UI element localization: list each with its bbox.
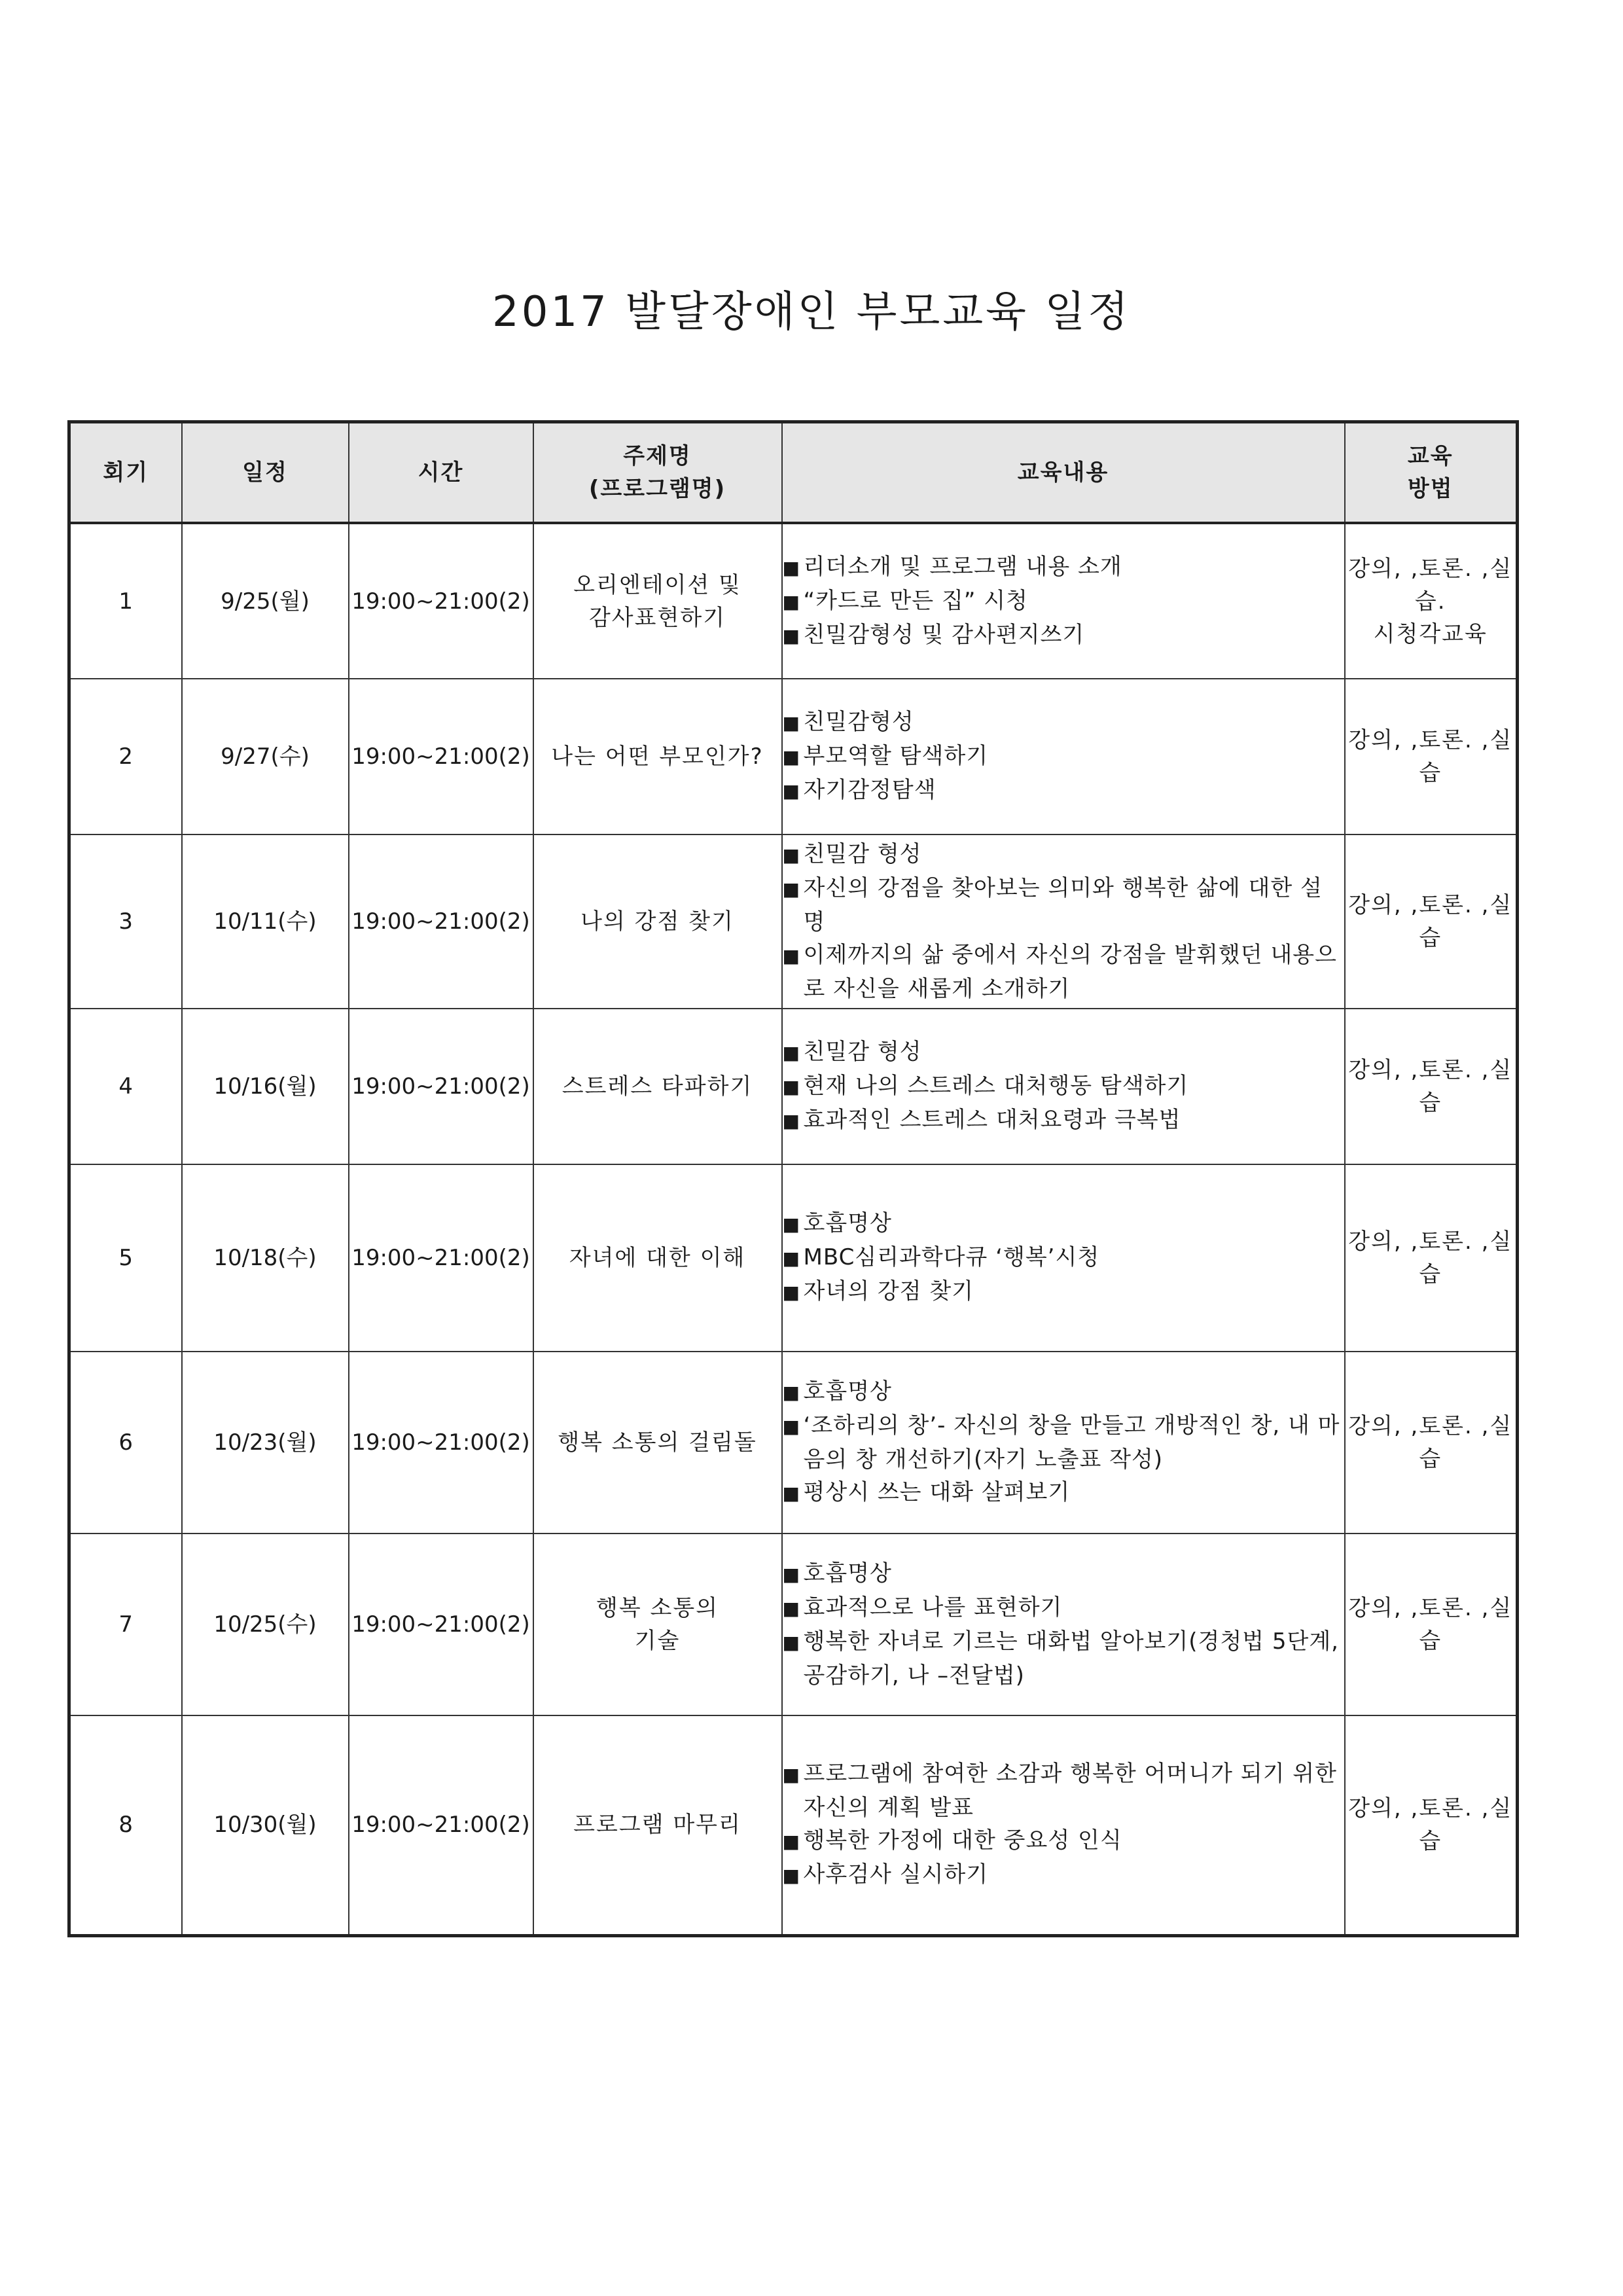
time-cell: 19:00~21:00(2) [349,834,533,1009]
bullet-square-icon: ■ [782,1282,800,1303]
content-item-text: 효과적인 스트레스 대처요령과 극복법 [803,1107,1181,1133]
time-cell: 19:00~21:00(2) [349,679,533,834]
content-item-text: 사후검사 실시하기 [803,1861,989,1888]
content-item-text: 효과적으로 나를 표현하기 [803,1594,1063,1621]
content-item [783,1103,1344,1138]
content-cell [782,834,1345,1009]
content-item-text: 자기감정탐색 [803,777,936,803]
content-item-text: 리더소개 및 프로그램 내용 소개 [803,553,1122,580]
content-item [783,1557,1344,1591]
content-item [783,584,1344,619]
header-topic-line: 주제명 [623,443,692,469]
table-row [69,1009,1518,1164]
session-cell: 1 [69,523,182,679]
content-item [783,872,1344,939]
schedule-table [67,420,1519,1937]
table-row [69,1352,1518,1534]
bullet-square-icon: ■ [782,1831,800,1853]
content-item [783,1375,1344,1409]
topic-cell [533,1715,782,1935]
content-cell [782,1352,1345,1534]
header-topic [533,422,782,524]
header-row [69,422,1518,524]
content-item [783,1757,1344,1824]
content-item-text: 호흡명상 [803,1560,892,1587]
method-cell [1345,1534,1518,1715]
bullet-square-icon: ■ [782,746,800,768]
content-item [783,1035,1344,1069]
method-cell [1345,523,1518,679]
content-item-text: 친밀감 형성 [803,1039,922,1065]
method-line: 시청각교육 [1373,620,1488,647]
session-cell: 4 [69,1009,182,1164]
topic-line: 나는 어떤 부모인가? [551,744,764,770]
content-item [783,619,1344,653]
table-row [69,1164,1518,1352]
date-cell: 9/25(월) [182,523,349,679]
content-item-text: 자녀의 강점 찾기 [803,1278,974,1304]
table-row [69,679,1518,834]
method-cell [1345,679,1518,834]
header-session: 회기 [69,422,182,524]
content-item-text: 친밀감 형성 [803,841,922,867]
topic-line: 스트레스 타파하기 [562,1073,753,1100]
bullet-square-icon: ■ [782,1076,800,1098]
topic-line: 나의 강점 찾기 [580,908,734,935]
method-line: 강의, ,토론. ,실습 [1348,1413,1513,1472]
table-row [69,1534,1518,1715]
content-item [783,1476,1344,1510]
page-title: 2017 발달장애인 부모교육 일정 [492,288,1131,336]
bullet-square-icon: ■ [782,1042,800,1064]
content-item [783,939,1344,1005]
session-cell: 8 [69,1715,182,1935]
bullet-square-icon: ■ [782,1482,800,1504]
bullet-square-icon: ■ [782,1416,800,1437]
bullet-square-icon: ■ [782,590,800,613]
method-line: 강의, ,토론. ,실습 [1348,727,1513,786]
topic-line: 행복 소통의 걸림돌 [558,1429,757,1456]
content-item-text: 이제까지의 삶 중에서 자신의 강점을 발휘했던 내용으로 자신을 새롭게 소개하기 [803,942,1337,1002]
method-cell [1345,1715,1518,1935]
schedule-body [69,523,1518,1935]
content-item [783,550,1344,584]
content-item-text: 친밀감형성 및 감사편지쓰기 [803,621,1085,648]
method-line: 강의, ,토론. ,실습 [1348,892,1513,951]
topic-cell [533,679,782,834]
bullet-square-icon: ■ [782,1247,800,1269]
header-method-line: 방법 [1407,476,1454,502]
topic-cell [533,1352,782,1534]
session-cell: 3 [69,834,182,1009]
date-cell: 10/30(월) [182,1715,349,1935]
method-cell [1345,1009,1518,1164]
session-cell: 5 [69,1164,182,1352]
content-item [783,774,1344,808]
method-cell [1345,834,1518,1009]
table-row [69,834,1518,1009]
content-item [783,838,1344,872]
content-item [783,1069,1344,1103]
table-row [69,1715,1518,1935]
bullet-square-icon: ■ [782,1110,800,1132]
time-cell: 19:00~21:00(2) [349,1534,533,1715]
bullet-square-icon: ■ [782,1598,800,1619]
content-item [783,1591,1344,1625]
method-line: 강의, ,토론. ,실습. [1348,555,1513,615]
content-item-text: MBC심리과학다큐 ‘행복’시청 [803,1244,1100,1270]
header-method-line: 교육 [1407,443,1454,469]
bullet-square-icon: ■ [782,1564,800,1585]
time-cell: 19:00~21:00(2) [349,1352,533,1534]
topic-cell [533,1164,782,1352]
bullet-square-icon: ■ [782,556,800,579]
time-cell: 19:00~21:00(2) [349,1715,533,1935]
topic-line: 자녀에 대한 이해 [569,1245,746,1271]
content-item-text: 프로그램에 참여한 소감과 행복한 어머니가 되기 위한 자신의 계획 발표 [803,1761,1337,1821]
topic-line: 감사표현하기 [588,604,726,631]
bullet-square-icon: ■ [782,1632,800,1653]
content-item-text: 호흡명상 [803,1378,892,1405]
content-item [783,1241,1344,1275]
bullet-square-icon: ■ [782,1764,800,1786]
bullet-square-icon: ■ [782,624,800,647]
content-item [783,1625,1344,1692]
topic-line: 행복 소통의 [596,1595,719,1621]
header-method [1345,422,1518,524]
header-time: 시간 [349,422,533,524]
header-content: 교육내용 [782,422,1345,524]
date-cell: 10/23(월) [182,1352,349,1534]
content-item-text: 호흡명상 [803,1210,892,1236]
method-cell [1345,1164,1518,1352]
content-cell [782,523,1345,679]
content-item-text: 친밀감형성 [803,709,914,735]
content-item [783,1824,1344,1858]
bullet-square-icon: ■ [782,1213,800,1235]
content-item-text: 평상시 쓰는 대화 살펴보기 [803,1479,1071,1505]
bullet-square-icon: ■ [782,844,800,866]
session-cell: 6 [69,1352,182,1534]
date-cell: 10/11(수) [182,834,349,1009]
content-item [783,1207,1344,1241]
content-cell [782,1715,1345,1935]
content-cell [782,679,1345,834]
date-cell: 10/16(월) [182,1009,349,1164]
bullet-square-icon: ■ [782,1865,800,1887]
bullet-square-icon: ■ [782,780,800,802]
topic-cell [533,834,782,1009]
date-cell: 10/18(수) [182,1164,349,1352]
content-item-text: ‘조하리의 창’- 자신의 창을 만들고 개방적인 창, 내 마음의 창 개선하기(자기 노출표 작성) [803,1412,1340,1473]
topic-cell [533,523,782,679]
content-item [783,1275,1344,1309]
session-cell: 7 [69,1534,182,1715]
bullet-square-icon: ■ [782,945,800,967]
header-date: 일정 [182,422,349,524]
time-cell: 19:00~21:00(2) [349,1164,533,1352]
session-cell: 2 [69,679,182,834]
header-topic-line: (프로그램명) [588,476,726,502]
content-item-text: 행복한 자녀로 기르는 대화법 알아보기(경청법 5단계, 공감하기, 나 –전달법) [803,1628,1339,1689]
content-item [783,1409,1344,1476]
content-item-text: 자신의 강점을 찾아보는 의미와 행복한 삶에 대한 설명 [803,875,1323,935]
topic-cell [533,1534,782,1715]
content-cell [782,1164,1345,1352]
topic-line: 오리엔테이션 및 [573,571,741,598]
method-line: 강의, ,토론. ,실습 [1348,1595,1513,1654]
method-line: 강의, ,토론. ,실습 [1348,1229,1513,1287]
method-line: 강의, ,토론. ,실습 [1348,1057,1513,1116]
method-line: 강의, ,토론. ,실습 [1348,1795,1513,1855]
content-item [783,1858,1344,1892]
content-item-text: 행복한 가정에 대한 중요성 인식 [803,1827,1122,1854]
content-cell [782,1534,1345,1715]
time-cell: 19:00~21:00(2) [349,523,533,679]
content-item [783,706,1344,740]
bullet-square-icon: ■ [782,878,800,900]
bullet-square-icon: ■ [782,712,800,734]
topic-cell [533,1009,782,1164]
content-cell [782,1009,1345,1164]
time-cell: 19:00~21:00(2) [349,1009,533,1164]
table-row [69,523,1518,679]
topic-line: 프로그램 마무리 [573,1812,741,1839]
content-item-text: “카드로 만든 집” 시청 [803,587,1028,614]
content-item-text: 현재 나의 스트레스 대처행동 탐색하기 [803,1073,1189,1099]
topic-line: 기술 [634,1628,681,1654]
date-cell: 10/25(수) [182,1534,349,1715]
method-cell [1345,1352,1518,1534]
bullet-square-icon: ■ [782,1382,800,1403]
content-item [783,740,1344,774]
content-item-text: 부모역할 탐색하기 [803,743,989,769]
date-cell: 9/27(수) [182,679,349,834]
